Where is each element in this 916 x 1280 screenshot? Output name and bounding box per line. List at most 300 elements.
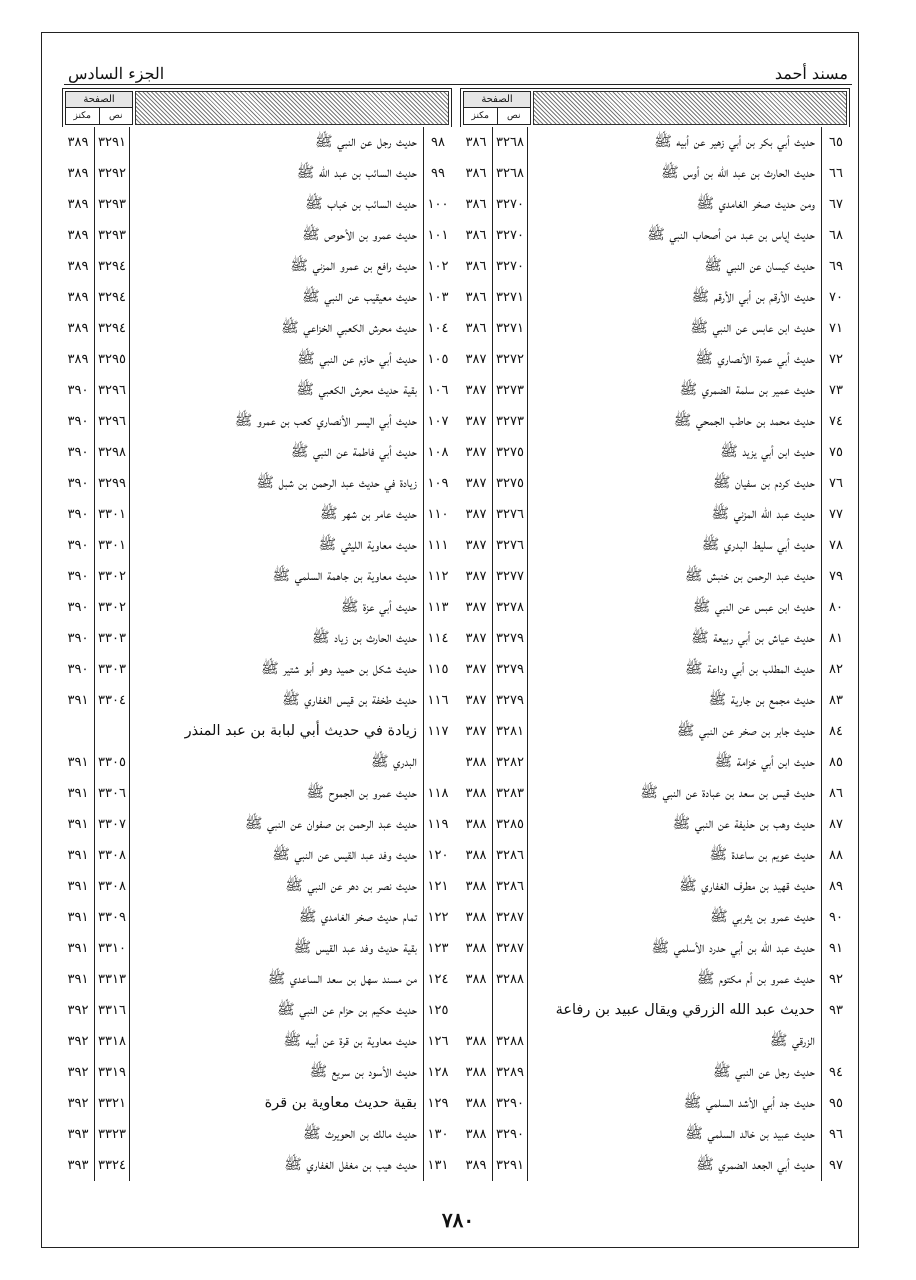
table-row [62, 437, 452, 468]
table-row [460, 158, 850, 189]
entry-number: ١١١ [427, 538, 449, 553]
makanz-page: ٣٨٩ [460, 1150, 493, 1181]
nas-page: ٣٣١٨ [95, 1026, 130, 1057]
table-row [62, 251, 452, 282]
entry-number: ١٢٦ [427, 1034, 449, 1049]
nas-page: ٣٢٨٧ [493, 902, 528, 933]
entry-number: ١٠٣ [427, 290, 449, 305]
entry-title: حديث عامر بن شهر ﷺ [130, 499, 424, 530]
makanz-page: ٣٩٠ [62, 561, 95, 592]
entry-title: حديث محمد بن حاطب الجمحي ﷺ [528, 406, 822, 437]
table-row [460, 499, 850, 530]
entry-title: حديث عبد الله الزرقي ويقال عبيد بن رفاعة [528, 995, 822, 1026]
makanz-page: ٣٨٨ [460, 809, 493, 840]
entry-number: ٧٣ [829, 383, 843, 398]
makanz-page: ٣٨٩ [62, 189, 95, 220]
entry-number: ٩٩ [431, 166, 445, 181]
makanz-page: ٣٨٨ [460, 747, 493, 778]
entry-number: ٧٨ [829, 538, 843, 553]
nas-page: ٣٢٧١ [493, 313, 528, 344]
table-row [62, 499, 452, 530]
table-header [62, 88, 452, 127]
table-row [460, 933, 850, 964]
table-row [62, 1026, 452, 1057]
makanz-page: ٣٩١ [62, 685, 95, 716]
entry-number: ٧١ [829, 321, 843, 336]
table-row [460, 220, 850, 251]
book-title: مسند أحمد [774, 64, 848, 83]
entry-title: حديث عمرو بن الأحوص ﷺ [130, 220, 424, 251]
nas-page: ٣٢٧٣ [493, 375, 528, 406]
nas-page [493, 995, 528, 1026]
entry-number: ٩٥ [829, 1096, 843, 1111]
nas-page: ٣٢٧٣ [493, 406, 528, 437]
page-number: ٧٨٠ [441, 1208, 475, 1232]
entry-title: حديث مجمع بن جارية ﷺ [528, 685, 822, 716]
nas-page: ٣٢٨٩ [493, 1057, 528, 1088]
entry-title: بقية حديث وفد عبد القيس ﷺ [130, 933, 424, 964]
nas-page: ٣٣١٦ [95, 995, 130, 1026]
nas-page: ٣٢٩٤ [95, 251, 130, 282]
entry-title: حديث شكل بن حميد وهو أبو شتير ﷺ [130, 654, 424, 685]
entry-title: زيادة في حديث أبي لبابة بن عبد المنذر [130, 716, 424, 747]
nas-page: ٣٢٩٦ [95, 406, 130, 437]
makanz-page: ٣٨٧ [460, 406, 493, 437]
entry-number: ١٢٨ [427, 1065, 449, 1080]
nas-page: ٣٣٠٨ [95, 840, 130, 871]
nas-label: نص [506, 111, 521, 121]
table-row [460, 964, 850, 995]
nas-page: ٣٣٠٣ [95, 623, 130, 654]
entry-title: حديث وهب بن حذيفة عن النبي ﷺ [528, 809, 822, 840]
table-row [460, 1119, 850, 1150]
table-row [62, 592, 452, 623]
entry-number: ١٣٠ [427, 1127, 449, 1142]
entry-title: حديث محرش الكعبي الخزاعي ﷺ [130, 313, 424, 344]
makanz-page: ٣٨٩ [62, 344, 95, 375]
entry-title: حديث أبي حازم عن النبي ﷺ [130, 344, 424, 375]
table-row [460, 437, 850, 468]
entry-number: ٨٤ [829, 724, 843, 739]
entry-number: ١١٧ [427, 724, 449, 739]
entry-title: حديث ابن عبس عن النبي ﷺ [528, 592, 822, 623]
nas-page: ٣٣٠٩ [95, 902, 130, 933]
entry-number: ٦٩ [829, 259, 843, 274]
table-row [62, 468, 452, 499]
entry-number: ١٢٣ [427, 941, 449, 956]
left-index-column [62, 88, 452, 1188]
nas-page: ٣٢٧٦ [493, 499, 528, 530]
makanz-page: ٣٩١ [62, 747, 95, 778]
entry-number: ١١٩ [427, 817, 449, 832]
entry-number: ١١٣ [427, 600, 449, 615]
entry-title: حديث الحارث بن زياد ﷺ [130, 623, 424, 654]
entry-number: ٨٦ [829, 786, 843, 801]
nas-page: ٣٢٨٦ [493, 840, 528, 871]
entry-title: حديث ابن عابس عن النبي ﷺ [528, 313, 822, 344]
table-row [62, 189, 452, 220]
makanz-page: ٣٨٨ [460, 902, 493, 933]
entry-number: ١٠٦ [427, 383, 449, 398]
makanz-page: ٣٩٣ [62, 1150, 95, 1181]
makanz-page: ٣٨٦ [460, 127, 493, 158]
entry-title: حديث عمرو بن أم مكتوم ﷺ [528, 964, 822, 995]
table-row [460, 1150, 850, 1181]
table-row [62, 840, 452, 871]
nas-page: ٣٣٢٤ [95, 1150, 130, 1181]
nas-page: ٣٢٧٩ [493, 685, 528, 716]
makanz-page: ٣٨٧ [460, 561, 493, 592]
nas-page: ٣٢٧٩ [493, 654, 528, 685]
entry-number: ٧٧ [829, 507, 843, 522]
entry-title: حديث هيب بن مغفل الغفاري ﷺ [130, 1150, 424, 1181]
entry-title: حديث قهيد بن مطرف الغفاري ﷺ [528, 871, 822, 902]
makanz-page: ٣٩٠ [62, 375, 95, 406]
makanz-page: ٣٨٨ [460, 1057, 493, 1088]
nas-page: ٣٣٠٤ [95, 685, 130, 716]
table-row [62, 716, 452, 747]
makanz-page: ٣٩٣ [62, 1119, 95, 1150]
entry-title: البدري ﷺ [130, 747, 424, 778]
makanz-page: ٣٩١ [62, 964, 95, 995]
makanz-page: ٣٩٠ [62, 406, 95, 437]
entry-title: حديث أبي اليسر الأنصاري كعب بن عمرو ﷺ [130, 406, 424, 437]
entry-title: الزرقي ﷺ [528, 1026, 822, 1057]
nas-page: ٣٢٩٨ [95, 437, 130, 468]
entry-title: حديث المطلب بن أبي وداعة ﷺ [528, 654, 822, 685]
table-row [460, 1026, 850, 1057]
makanz-page: ٣٩٠ [62, 654, 95, 685]
entry-number: ١٣١ [427, 1158, 449, 1173]
entry-title: حديث السائب بن خباب ﷺ [130, 189, 424, 220]
entry-number: ٩٤ [829, 1065, 843, 1080]
entry-number: ١١٨ [427, 786, 449, 801]
table-row [62, 685, 452, 716]
makanz-page [62, 716, 95, 747]
makanz-page: ٣٩٠ [62, 623, 95, 654]
table-row [460, 747, 850, 778]
entry-number: ١١٢ [427, 569, 449, 584]
makanz-page: ٣٨٩ [62, 282, 95, 313]
right-index-column [460, 88, 850, 1188]
table-row [62, 1119, 452, 1150]
entry-number: ١٠٩ [427, 476, 449, 491]
entry-title: ومن حديث صخر الغامدي ﷺ [528, 189, 822, 220]
entry-title: حديث أبي عزة ﷺ [130, 592, 424, 623]
entry-number: ١٠٢ [427, 259, 449, 274]
makanz-page: ٣٩١ [62, 778, 95, 809]
nas-label: نص [108, 111, 123, 121]
makanz-page: ٣٨٨ [460, 778, 493, 809]
entry-number: ١٢٩ [427, 1096, 449, 1111]
table-row [62, 406, 452, 437]
nas-page: ٣٣٠١ [95, 530, 130, 561]
entry-number [822, 1026, 850, 1057]
makanz-page: ٣٨٨ [460, 871, 493, 902]
table-row [460, 282, 850, 313]
entry-title: حديث الأسود بن سريع ﷺ [130, 1057, 424, 1088]
entry-number: ٨٣ [829, 693, 843, 708]
table-row [460, 592, 850, 623]
nas-page: ٣٢٩٥ [95, 344, 130, 375]
nas-page: ٣٢٩١ [95, 127, 130, 158]
makanz-page [460, 995, 493, 1026]
table-row [460, 127, 850, 158]
nas-page: ٣٢٨٣ [493, 778, 528, 809]
table-row [62, 344, 452, 375]
entry-title: حديث جد أبي الأشد السلمي ﷺ [528, 1088, 822, 1119]
nas-page: ٣٣١٠ [95, 933, 130, 964]
makanz-page: ٣٨٨ [460, 1088, 493, 1119]
nas-page: ٣٢٧٨ [493, 592, 528, 623]
volume-title: الجزء السادس [68, 64, 165, 83]
entry-title: حديث عبد الله بن أبي حدرد الأسلمي ﷺ [528, 933, 822, 964]
entry-number: ١١٤ [427, 631, 449, 646]
nas-page: ٣٢٩٦ [95, 375, 130, 406]
makanz-page: ٣٩٢ [62, 1026, 95, 1057]
makanz-page: ٣٨٩ [62, 158, 95, 189]
entry-number: ٨٧ [829, 817, 843, 832]
makanz-page: ٣٩٠ [62, 437, 95, 468]
entry-number: ٩٠ [829, 910, 843, 925]
entry-title: حديث وفد عبد القيس عن النبي ﷺ [130, 840, 424, 871]
entry-title: حديث إياس بن عبد من أصحاب النبي ﷺ [528, 220, 822, 251]
makanz-page: ٣٨٦ [460, 220, 493, 251]
makanz-page: ٣٨٧ [460, 685, 493, 716]
makanz-page: ٣٩١ [62, 809, 95, 840]
makanz-page: ٣٨٦ [460, 282, 493, 313]
entry-title: حديث عبد الرحمن بن صفوان عن النبي ﷺ [130, 809, 424, 840]
table-row [62, 313, 452, 344]
entry-title: حديث معاوية الليثي ﷺ [130, 530, 424, 561]
table-row [62, 375, 452, 406]
entry-title: بقية حديث محرش الكعبي ﷺ [130, 375, 424, 406]
makanz-page: ٣٨٩ [62, 251, 95, 282]
entry-number: ٦٥ [829, 135, 843, 150]
entry-number: ٩٦ [829, 1127, 843, 1142]
makanz-label: مكنز [464, 108, 498, 124]
entry-number: ١٠٥ [427, 352, 449, 367]
table-row [62, 220, 452, 251]
entry-title: حديث ابن أبي يزيد ﷺ [528, 437, 822, 468]
nas-page: ٣٣٠٢ [95, 592, 130, 623]
entry-number: ١٢١ [427, 879, 449, 894]
entry-number: ٨٢ [829, 662, 843, 677]
table-row [62, 902, 452, 933]
makanz-page: ٣٩٢ [62, 1088, 95, 1119]
makanz-label: مكنز [66, 108, 100, 124]
entry-title: حديث عبيد بن خالد السلمي ﷺ [528, 1119, 822, 1150]
table-row [460, 1057, 850, 1088]
entry-title: حديث عمرو بن الجموح ﷺ [130, 778, 424, 809]
entry-number: ٩٢ [829, 972, 843, 987]
table-row [460, 716, 850, 747]
entry-title: حديث كردم بن سفيان ﷺ [528, 468, 822, 499]
table-row [460, 189, 850, 220]
makanz-page: ٣٩١ [62, 933, 95, 964]
entry-number: ١١٦ [427, 693, 449, 708]
table-header [460, 88, 850, 127]
entry-title: حديث ابن أبي خزامة ﷺ [528, 747, 822, 778]
entry-number: ٨٠ [829, 600, 843, 615]
table-row [460, 561, 850, 592]
entry-title: حديث عبد الله المزني ﷺ [528, 499, 822, 530]
entry-title: حديث حكيم بن حزام عن النبي ﷺ [130, 995, 424, 1026]
table-row [62, 1088, 452, 1119]
nas-page: ٣٢٧٩ [493, 623, 528, 654]
makanz-page: ٣٨٦ [460, 158, 493, 189]
entry-number: ٩٨ [431, 135, 445, 150]
nas-page: ٣٣٠٢ [95, 561, 130, 592]
page-header-box [65, 91, 133, 125]
makanz-page: ٣٨٩ [62, 313, 95, 344]
entry-number: ١٢٢ [427, 910, 449, 925]
entry-number: ١٠٧ [427, 414, 449, 429]
nas-page: ٣٢٧٥ [493, 437, 528, 468]
table-row [460, 344, 850, 375]
entry-number: ١٠١ [427, 228, 449, 243]
nas-page: ٣٢٧٧ [493, 561, 528, 592]
makanz-page: ٣٨٨ [460, 964, 493, 995]
makanz-page: ٣٨٨ [460, 933, 493, 964]
entry-number: ١٢٤ [427, 972, 449, 987]
nas-page: ٣٢٩١ [493, 1150, 528, 1181]
index-rows [62, 127, 452, 1181]
entry-title: من مسند سهل بن سعد الساعدي ﷺ [130, 964, 424, 995]
entry-title: حديث عمرو بن يثربي ﷺ [528, 902, 822, 933]
entry-number: ٧٩ [829, 569, 843, 584]
entry-title: حديث عياش بن أبي ربيعة ﷺ [528, 623, 822, 654]
makanz-page: ٣٨٧ [460, 344, 493, 375]
entry-title: حديث طخفة بن قيس الغفاري ﷺ [130, 685, 424, 716]
entry-number: ١٢٥ [427, 1003, 449, 1018]
entry-number: ٧٦ [829, 476, 843, 491]
nas-page: ٣٢٧٥ [493, 468, 528, 499]
entry-number: ٧٢ [829, 352, 843, 367]
table-row [460, 1088, 850, 1119]
entry-number: ٨٨ [829, 848, 843, 863]
entry-title: حديث رجل عن النبي ﷺ [528, 1057, 822, 1088]
entry-number: ٨١ [829, 631, 843, 646]
table-row [62, 1057, 452, 1088]
makanz-page: ٣٨٧ [460, 716, 493, 747]
table-row [460, 313, 850, 344]
entry-title: حديث عمير بن سلمة الضمري ﷺ [528, 375, 822, 406]
table-row [62, 282, 452, 313]
table-row [62, 871, 452, 902]
table-row [62, 747, 452, 778]
nas-page: ٣٣١٣ [95, 964, 130, 995]
table-row [460, 840, 850, 871]
makanz-page: ٣٨٩ [62, 127, 95, 158]
table-row [62, 778, 452, 809]
nas-page: ٣٢٩٤ [95, 282, 130, 313]
makanz-page: ٣٨٧ [460, 530, 493, 561]
nas-page: ٣٣٠٨ [95, 871, 130, 902]
table-row [460, 809, 850, 840]
table-row [62, 158, 452, 189]
table-row [460, 530, 850, 561]
makanz-page: ٣٨٧ [460, 592, 493, 623]
table-row [62, 654, 452, 685]
nas-page: ٣٢٩٢ [95, 158, 130, 189]
nas-page: ٣٢٨٥ [493, 809, 528, 840]
nas-page: ٣٣١٩ [95, 1057, 130, 1088]
entry-title: حديث أبي بكر بن أبي زهير عن أبيه ﷺ [528, 127, 822, 158]
makanz-page: ٣٩٠ [62, 592, 95, 623]
table-row [62, 964, 452, 995]
makanz-page: ٣٨٦ [460, 189, 493, 220]
entry-title: حديث معاوية بن قرة عن أبيه ﷺ [130, 1026, 424, 1057]
page-header-box [463, 91, 531, 125]
entry-number: ٦٧ [829, 197, 843, 212]
entry-title: زيادة في حديث عبد الرحمن بن شبل ﷺ [130, 468, 424, 499]
makanz-page: ٣٨٧ [460, 468, 493, 499]
entry-number: ٩٧ [829, 1158, 843, 1173]
entry-number: ٧٥ [829, 445, 843, 460]
table-row [460, 375, 850, 406]
entry-title: حديث رافع بن عمرو المزني ﷺ [130, 251, 424, 282]
makanz-page: ٣٨٨ [460, 840, 493, 871]
nas-page: ٣٢٩٣ [95, 189, 130, 220]
makanz-page: ٣٨٩ [62, 220, 95, 251]
entry-number: ٧٠ [829, 290, 843, 305]
entry-title: حديث عبد الرحمن بن خنبش ﷺ [528, 561, 822, 592]
decorative-hatch [135, 91, 449, 125]
entry-number: ١٠٨ [427, 445, 449, 460]
entry-title: حديث أبي فاطمة عن النبي ﷺ [130, 437, 424, 468]
entry-title: حديث أبي الجعد الضمري ﷺ [528, 1150, 822, 1181]
nas-page: ٣٢٧٢ [493, 344, 528, 375]
table-row [460, 251, 850, 282]
entry-number: ١٠٠ [427, 197, 449, 212]
page-label: الصفحة [66, 92, 132, 108]
table-row [62, 127, 452, 158]
table-row [62, 561, 452, 592]
table-row [62, 809, 452, 840]
makanz-page: ٣٨٧ [460, 499, 493, 530]
nas-page: ٣٢٧٠ [493, 220, 528, 251]
entry-number: ٨٩ [829, 879, 843, 894]
entry-title: حديث رجل عن النبي ﷺ [130, 127, 424, 158]
table-row [62, 995, 452, 1026]
nas-page: ٣٢٨٧ [493, 933, 528, 964]
makanz-page: ٣٩١ [62, 840, 95, 871]
entry-title: حديث كيسان عن النبي ﷺ [528, 251, 822, 282]
makanz-page: ٣٨٧ [460, 623, 493, 654]
entry-number: ٩١ [829, 941, 843, 956]
entry-title: حديث عويم بن ساعدة ﷺ [528, 840, 822, 871]
table-row [460, 902, 850, 933]
table-row [460, 685, 850, 716]
entry-title: حديث معيقيب عن النبي ﷺ [130, 282, 424, 313]
entry-number [424, 747, 452, 778]
entry-title: حديث أبي سليط البدري ﷺ [528, 530, 822, 561]
makanz-page: ٣٨٧ [460, 375, 493, 406]
nas-page: ٣٢٧٠ [493, 189, 528, 220]
makanz-page: ٣٩٠ [62, 499, 95, 530]
entry-title: حديث قيس بن سعد بن عبادة عن النبي ﷺ [528, 778, 822, 809]
nas-page: ٣٢٧١ [493, 282, 528, 313]
entry-number: ١٠٤ [427, 321, 449, 336]
table-row [460, 406, 850, 437]
entry-number: ١١٥ [427, 662, 449, 677]
table-row [62, 1150, 452, 1181]
entry-title: حديث معاوية بن جاهمة السلمي ﷺ [130, 561, 424, 592]
table-row [62, 933, 452, 964]
entry-title: حديث الأرقم بن أبي الأرقم ﷺ [528, 282, 822, 313]
entry-number: ٧٤ [829, 414, 843, 429]
